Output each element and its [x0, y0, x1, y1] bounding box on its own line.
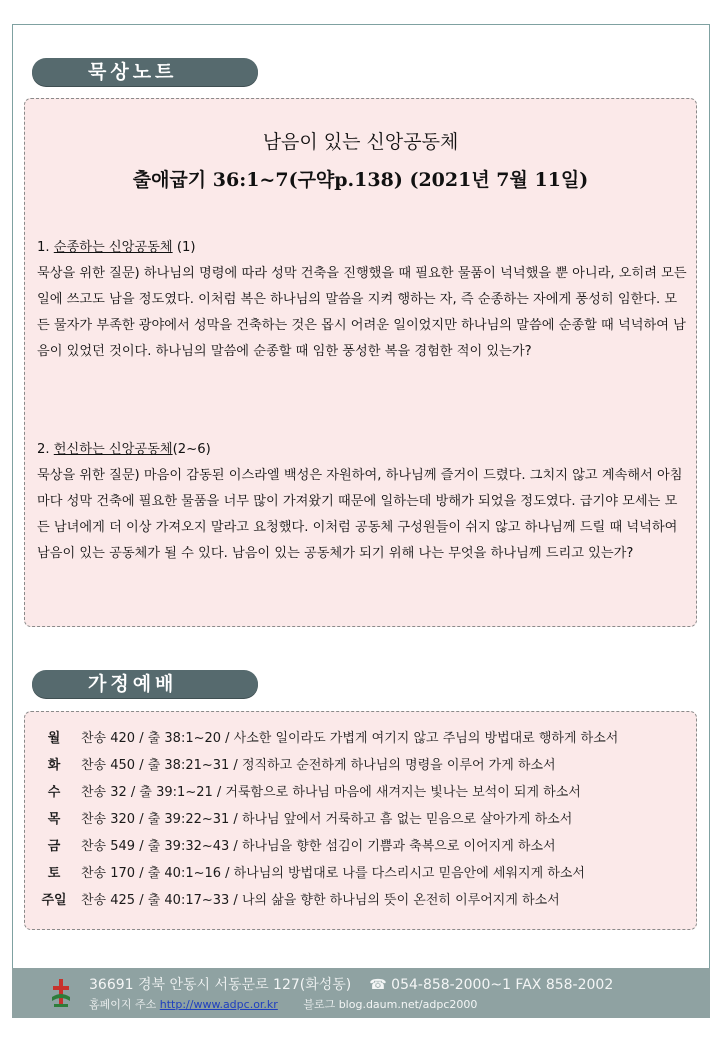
section-1-body: 묵상을 위한 질문) 하나님의 명령에 따라 성막 건축을 진행했을 때 필요한 물품이 넉넉했을 뿐 아니라, 오히려 모든 일에 쓰고도 남을 정도였다. 이처럼 복은 하나님의 말씀을 지켜 행하는 자, 즉 순종하는 자에게 풍성히 임한다. 모든 물자가 부족한 광야에서 성막을 건축하는 것은 몹시 어려운 일이었지만 하나님의 말씀에 순종할 때 넉넉하여 남음이 있었던 것이다. 하나님의 말씀에 순종할 때 임한 풍성한 복을 경험한 적이 있는가?: [37, 266, 687, 359]
scripture-line: [25, 165, 696, 192]
section-1-title: 순종하는 신앙공동체: [53, 240, 173, 255]
section-2: [37, 437, 687, 567]
scripture-ref: 출애굽기 36:1~7: [132, 169, 289, 191]
worship-day: 목: [47, 812, 61, 827]
section-2-title: 헌신하는 신앙공동체: [53, 442, 173, 457]
meditation-box: [24, 98, 697, 627]
homepage-label: 홈페이지 주소: [89, 998, 157, 1011]
footer-blog: 블로그 blog.daum.net/adpc2000: [303, 998, 478, 1011]
meditation-date: (2021년 7월 11일): [409, 169, 589, 191]
section-2-verses: (2~6): [172, 442, 211, 457]
meditation-title: 남음이 있는 신앙공동체: [262, 131, 459, 153]
worship-day: 금: [47, 839, 61, 854]
footer-phone: ☎ 054-858-2000~1 FAX 858-2002: [369, 977, 614, 993]
church-logo-icon: [50, 977, 72, 1009]
worship-text: 찬송 425 / 출 40:17~33 / 나의 삶을 향한 하나님의 뜻이 온전히 이루어지게 하소서: [81, 893, 560, 908]
worship-text: 찬송 549 / 출 39:32~43 / 하나님을 향한 섬김이 기쁨과 축복으로 이어지게 하소서: [81, 839, 556, 854]
worship-text: 찬송 170 / 출 40:1~16 / 하나님의 방법대로 나를 다스리시고 믿음안에 세워지게 하소서: [81, 866, 585, 881]
section-1-number: 1.: [37, 240, 54, 255]
footer-address-line: [89, 974, 613, 994]
worship-day: 월: [47, 731, 61, 746]
worship-heading: 가정예배: [32, 670, 258, 698]
worship-box: [24, 711, 697, 930]
scripture-page: (구약p.138): [288, 169, 403, 191]
section-1: [37, 235, 687, 365]
section-1-heading: [37, 235, 687, 261]
meditation-heading: 묵상노트: [32, 58, 258, 86]
footer-web-line: [89, 996, 477, 1012]
footer-address: 36691 경북 안동시 서동문로 127(화성동): [89, 977, 352, 993]
section-2-body: 묵상을 위한 질문) 마음이 감동된 이스라엘 백성은 자원하여, 하나님께 즐거이 드렸다. 그치지 않고 계속해서 아침마다 성막 건축에 필요한 물품을 너무 많이 가져왔기 때문에 일하는데 방해가 되었을 정도였다. 급기야 모세는 모든 남녀에게 더 이상 가져오지 말라고 요청했다. 이처럼 공동체 구성원들이 쉬지 않고 하나님께 드릴 때 넉넉하여 남음이 있는 공동체가 될 수 있다. 남음이 있는 공동체가 되기 위해 나는 무엇을 하나님께 드리고 있는가?: [37, 468, 683, 561]
worship-text: 찬송 32 / 출 39:1~21 / 거룩함으로 하나님 마음에 새겨지는 빛나는 보석이 되게 하소서: [81, 785, 581, 800]
worship-text: 찬송 450 / 출 38:21~31 / 정직하고 순전하게 하나님의 명령을 이루어 가게 하소서: [81, 758, 556, 773]
worship-day: 수: [47, 785, 61, 800]
worship-day: 화: [47, 758, 61, 773]
footer: [12, 968, 710, 1018]
worship-text: 찬송 420 / 출 38:1~20 / 사소한 일이라도 가볍게 여기지 않고 주님의 방법대로 행하게 하소서: [81, 731, 619, 746]
homepage-link[interactable]: http://www.adpc.or.kr: [159, 998, 278, 1011]
section-2-number: 2.: [37, 442, 54, 457]
section-2-heading: [37, 437, 687, 463]
worship-day: 토: [47, 866, 61, 881]
worship-day: 주일: [41, 893, 67, 908]
section-1-verses: (1): [172, 240, 196, 255]
worship-text: 찬송 320 / 출 39:22~31 / 하나님 앞에서 거룩하고 흠 없는 믿음으로 살아가게 하소서: [81, 812, 573, 827]
